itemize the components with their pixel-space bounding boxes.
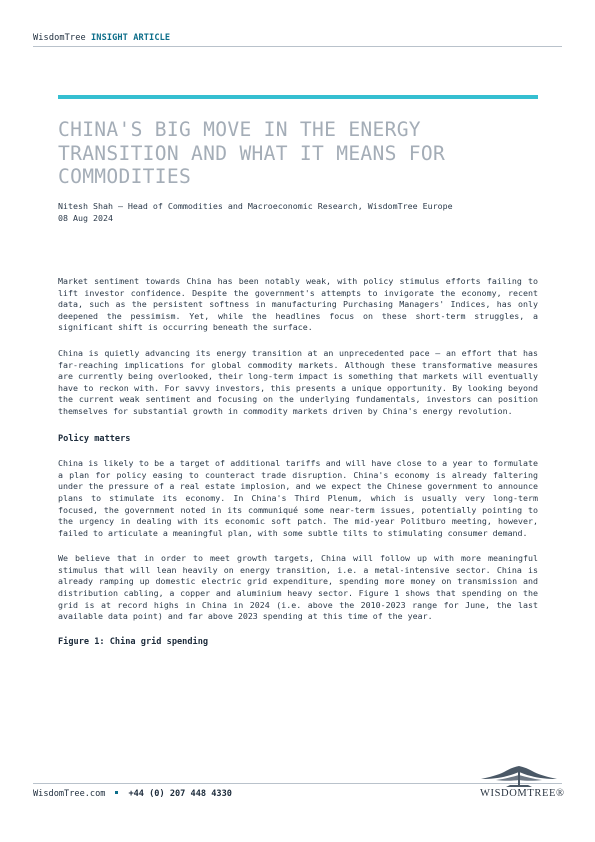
- section-heading: Policy matters: [58, 433, 131, 444]
- wisdomtree-logo: [476, 764, 565, 800]
- byline: [58, 201, 453, 224]
- footer: [33, 789, 232, 799]
- header-kind: INSIGHT ARTICLE: [91, 33, 171, 43]
- figure-caption: Figure 1: China grid spending: [58, 636, 209, 647]
- paragraph: China is quietly advancing its energy transition at an unprecedented pace – an effort that has far-reaching implications for global commodity markets. Although these transformative measures are currently being overlooked, their long-term impact is something that markets will eventually have to reckon with. For savvy investors, this presents a unique opportunity. By looking beyond the current weak sentiment and focusing on the underlying fundamentals, investors can position themselves for substantial growth in commodity markets driven by China's energy revolution.: [58, 347, 538, 416]
- author-line: Nitesh Shah – Head of Commodities and Macroeconomic Research, WisdomTree Europe: [58, 201, 453, 211]
- paragraph: We believe that in order to meet growth targets, China will follow up with more meaningful stimulus that will lean heavily on energy transition, i.e. a metal-intensive sector. China is already ramping up domestic electric grid expenditure, spending more money on transmission and distribution cabling, a copper and aluminium heavy sector. Figure 1 shows that spending on the grid is at record highs in China in 2024 (i.e. above the 2010-2023 range for June, the last available data point) and far above 2023 spending at this time of the year.: [58, 553, 538, 622]
- header-divider: [33, 46, 562, 47]
- article-body: [58, 276, 538, 648]
- tree-icon: [476, 764, 562, 788]
- footer-website-link[interactable]: WisdomTree.com: [33, 789, 106, 799]
- footer-phone: +44 (0) 207 448 4330: [128, 789, 232, 799]
- header-bar: [33, 33, 170, 43]
- accent-bar: [58, 95, 538, 99]
- publish-date: 08 Aug 2024: [58, 212, 113, 223]
- header-brand: WisdomTree: [33, 33, 86, 43]
- paragraph: China is likely to be a target of additional tariffs and will have close to a year to formulate a plan for policy easing to counteract trade disruption. China's economy is already faltering under the pressure of a real estate implosion, and we expect the Chinese government to announce plans to stimulate its economy. In China's Third Plenum, which is usually very long-term focused, the government noted in its communiqué some near-term issues, potentially pointing to the urgency in dealing with its economic soft patch. The mid-year Politburo meeting, however, failed to articulate a meaningful plan, with some subtle tilts to stimulating consumer demand.: [58, 458, 538, 538]
- article-title: CHINA'S BIG MOVE IN THE ENERGY TRANSITION AND WHAT IT MEANS FOR COMMODITIES: [58, 118, 446, 188]
- logo-wordmark: WISDOMTREE®: [480, 788, 565, 799]
- footer-separator-dot: [115, 791, 118, 794]
- paragraph: Market sentiment towards China has been notably weak, with policy stimulus efforts failing to lift investor confidence. Despite the government's attempts to invigorate the economy, recent data, such as the persistent softness in manufacturing Purchasing Managers' Indices, has only deepened the pessimism. Yet, while the headlines focus on these short-term struggles, a significant shift is occurring beneath the surface.: [58, 276, 538, 333]
